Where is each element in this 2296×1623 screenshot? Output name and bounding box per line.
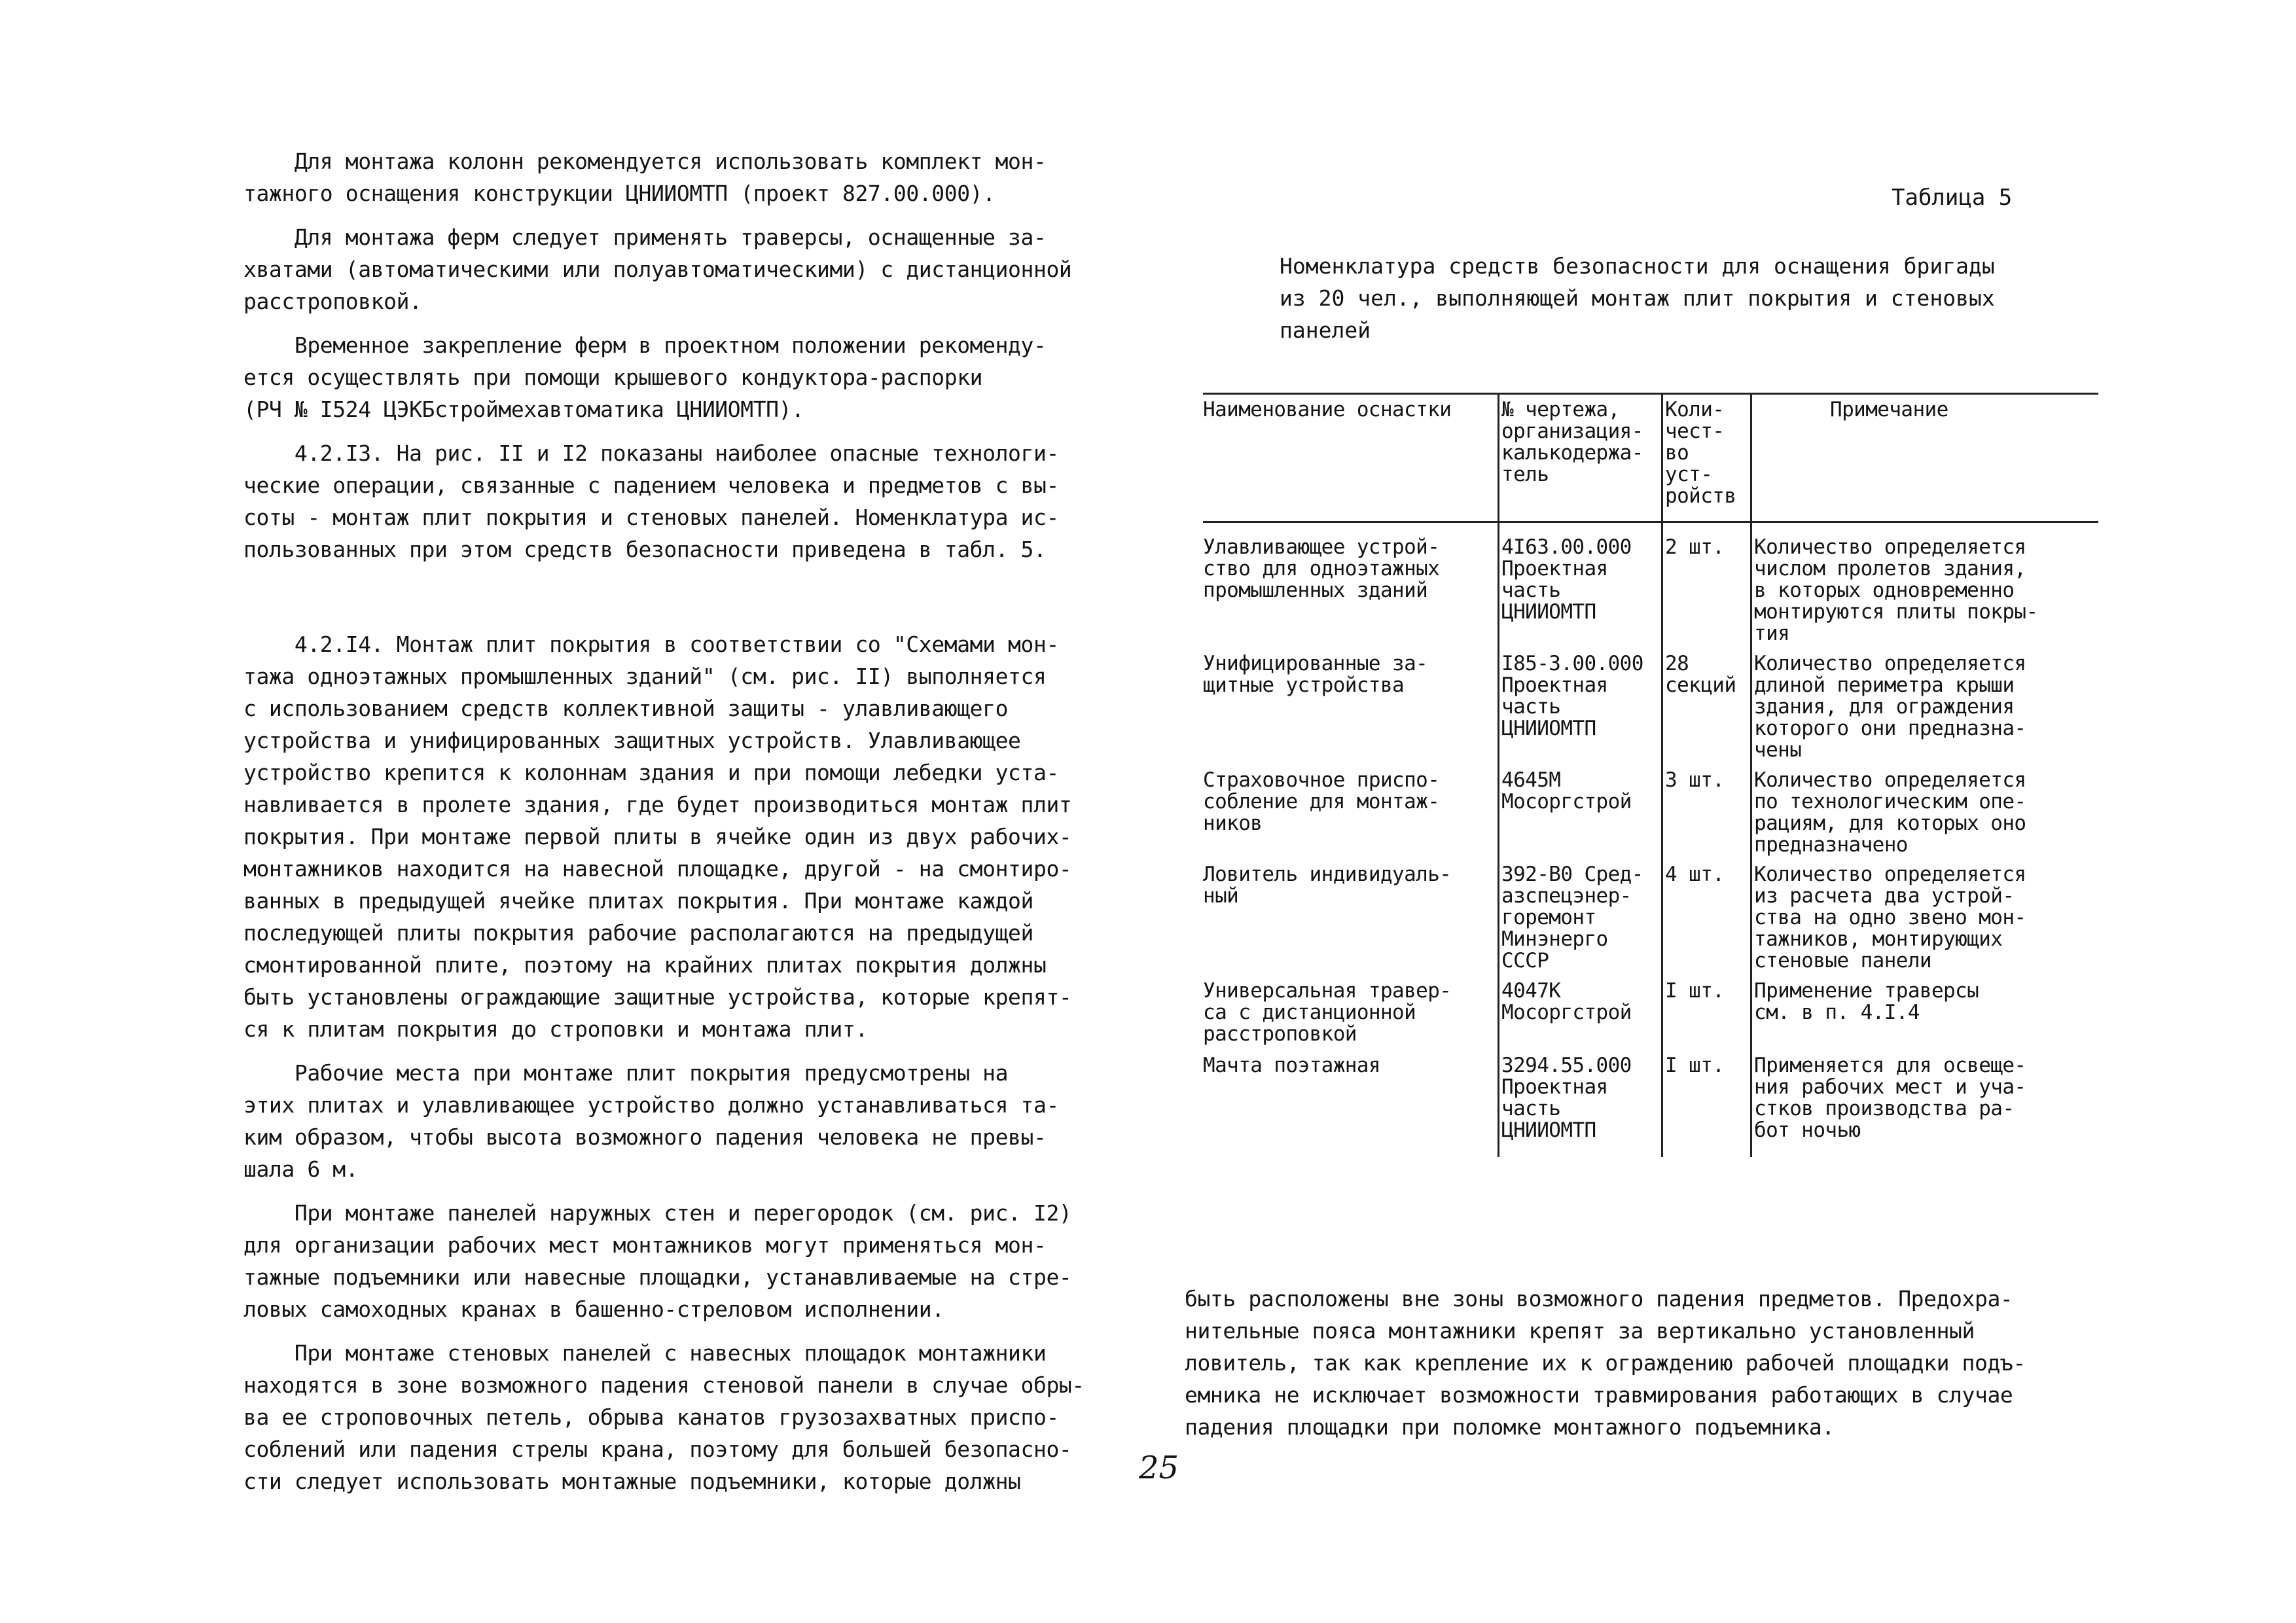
table-row-2-quantity: 28 секций	[1665, 652, 1736, 697]
header-note: Примечание	[1830, 398, 1948, 421]
table-row-2-name: Унифицированные за- щитные устройства	[1203, 652, 1428, 697]
paragraph-hanging-platforms: При монтаже стеновых панелей с навесных площадок монтажники находятся в зоне возможного падения стеновой панели в случае обры- ва ее строповочных петель, обрыва канатов грузозахватных приспо- соблений или падения стрелы крана, поэтому для большей безопасно- сти следует использовать монтажные подъемники, которые должны	[243, 1340, 1085, 1494]
table-row-4-name: Ловитель индивидуаль- ный	[1203, 863, 1452, 908]
paragraph-workplaces: Рабочие места при монтаже плит покрытия предусмотрены на этих плитах и улавливающее устройство должно устанавливаться та- ким образом, чтобы высота возможного падения человека не превы- шала 6 м.	[243, 1060, 1059, 1182]
table-row-4-drawing: 392-В0 Сред- азспецэнер- горемонт Минэнерго СССР	[1501, 863, 1643, 972]
table-label: Таблица 5	[1892, 185, 2013, 211]
table-header-rule	[1203, 521, 2098, 523]
table-row-1-drawing: 4I63.00.000 Проектная часть ЦНИИОМТП	[1501, 535, 1632, 624]
table-row-5-name: Универсальная травер- са с дистанционной расстроповкой	[1203, 979, 1452, 1046]
paragraph-4-2-14: 4.2.I4. Монтаж плит покрытия в соответствии со "Схемами мон- тажа одноэтажных промышленных зданий" (см. рис. II) выполняется с использованием средств коллективной защиты - улавливающего устройства и унифицированных защитных устройств. Улавливающее устройство крепится к колоннам здания и при помощи лебедки уста- навливается в пролете здания, где будет производиться монтаж плит покрытия. При монтаже первой плиты в ячейке один из двух рабочих- монтажников находится на навесной площадке, другой - на смонтиро- ванных в предыдущей ячейке плитах покрытия. При монтаже каждой последующей плиты покрытия рабочие располагаются на предыдущей смонтированной плите, поэтому на крайних плитах покрытия должны быть установлены ограждающие защитные устройства, которые крепят- ся к плитам покрытия до строповки и монтажа плит.	[243, 632, 1072, 1042]
table-row-1-note: Количество определяется числом пролетов здания, в которых одновременно монтируются плиты покры- тия	[1754, 535, 2038, 645]
table-row-3-note: Количество определяется по технологическим опе- рациям, для которых оно предназначено	[1754, 768, 2026, 857]
page-number: 25	[1139, 1450, 1179, 1486]
left-column	[243, 145, 1107, 1497]
table-row-6-note: Применяется для освеще- ния рабочих мест и уча- стков производства ра- бот ночью	[1754, 1054, 2026, 1142]
table-row-3-drawing: 4645М Мосоргстрой	[1501, 768, 1632, 813]
table-row-5-drawing: 4047К Мосоргстрой	[1501, 979, 1632, 1024]
table-row-6-drawing: 3294.55.000 Проектная часть ЦНИИОМТП	[1501, 1054, 1632, 1142]
paragraph-columns-kit: Для монтажа колонн рекомендуется использовать комплект мон- тажного оснащения конструкции ЦНИИОМТП (проект 827.00.000).	[243, 149, 1047, 206]
table-divider-1	[1498, 393, 1499, 1157]
table-row-4-quantity: 4 шт.	[1665, 863, 1725, 886]
header-name: Наименование оснастки	[1203, 398, 1452, 421]
table-row-5-note: Применение траверсы см. в п. 4.I.4	[1754, 979, 1979, 1024]
table-caption: Номенклатура средств безопасности для оснащения бригады из 20 чел., выполняющей монтаж плит покрытия и стеновых панелей	[1280, 253, 1995, 343]
table-divider-3	[1750, 393, 1752, 1157]
table-top-rule	[1203, 393, 2098, 395]
table-row-3-quantity: 3 шт.	[1665, 768, 1725, 792]
table-row-2-drawing: I85-3.00.000 Проектная часть ЦНИИОМТП	[1501, 652, 1643, 740]
paragraph-wall-panels: При монтаже панелей наружных стен и перегородок (см. рис. I2) для организации рабочих мест монтажников могут применяться мон- тажные подъемники или навесные площадки, устанавливаемые на стре- ловых самоходных кранах в башенно-стреловом исполнении.	[243, 1200, 1072, 1322]
right-column-continuation	[1185, 1283, 2114, 1443]
header-quantity: Коли- чест- во уст- ройств	[1665, 398, 1736, 508]
paragraph-4-2-13: 4.2.I3. На рис. II и I2 показаны наиболее опасные технологи- ческие операции, связанные с падением человека и предметов с вы- соты - монтаж плит покрытия и стеновых панелей. Номенклатура ис- пользованных при этом средств безопасности приведена в табл. 5.	[243, 440, 1059, 562]
table-row-3-name: Страховочное приспо- собление для монтаж- ников	[1203, 768, 1440, 835]
table-row-1-name: Улавливающее устрой- ство для одноэтажных промышленных зданий	[1203, 535, 1440, 602]
table-row-1-quantity: 2 шт.	[1665, 535, 1725, 559]
table-row-5-quantity: I шт.	[1665, 979, 1725, 1003]
table-row-4-note: Количество определяется из расчета два устрой- ства на одно звено мон- тажников, монтирующих стеновые панели	[1754, 863, 2026, 972]
table-row-6-quantity: I шт.	[1665, 1054, 1725, 1077]
table-row-2-note: Количество определяется длиной периметра крыши здания, для ограждения которого они предназна- чены	[1754, 652, 2026, 762]
header-drawing: № чертежа, организация- калькодержа- тель	[1501, 398, 1643, 486]
paragraph-continuation: быть расположены вне зоны возможного падения предметов. Предохра- нительные пояса монтажники крепят за вертикально установленный ловитель, так как крепление их к ограждению рабочей площадки подъ- емника не исключает возможности травмирования работающих в случае падения площадки при поломке монтажного подъемника.	[1185, 1286, 2026, 1440]
paragraph-temporary-fixing: Временное закрепление ферм в проектном положении рекоменду- ется осуществлять при помощи крышевого кондуктора-распорки (РЧ № I524 ЦЭКБстроймехавтоматика ЦНИИОМТП).	[243, 332, 1047, 422]
paragraph-trusses-traverses: Для монтажа ферм следует применять траверсы, оснащенные за- хватами (автоматическими или полуавтоматическими) с дистанционной расстроповкой.	[243, 224, 1072, 314]
table-divider-2	[1661, 393, 1663, 1157]
table-row-6-name: Мачта поэтажная	[1203, 1054, 1380, 1077]
safety-equipment-table	[1203, 393, 2098, 1165]
